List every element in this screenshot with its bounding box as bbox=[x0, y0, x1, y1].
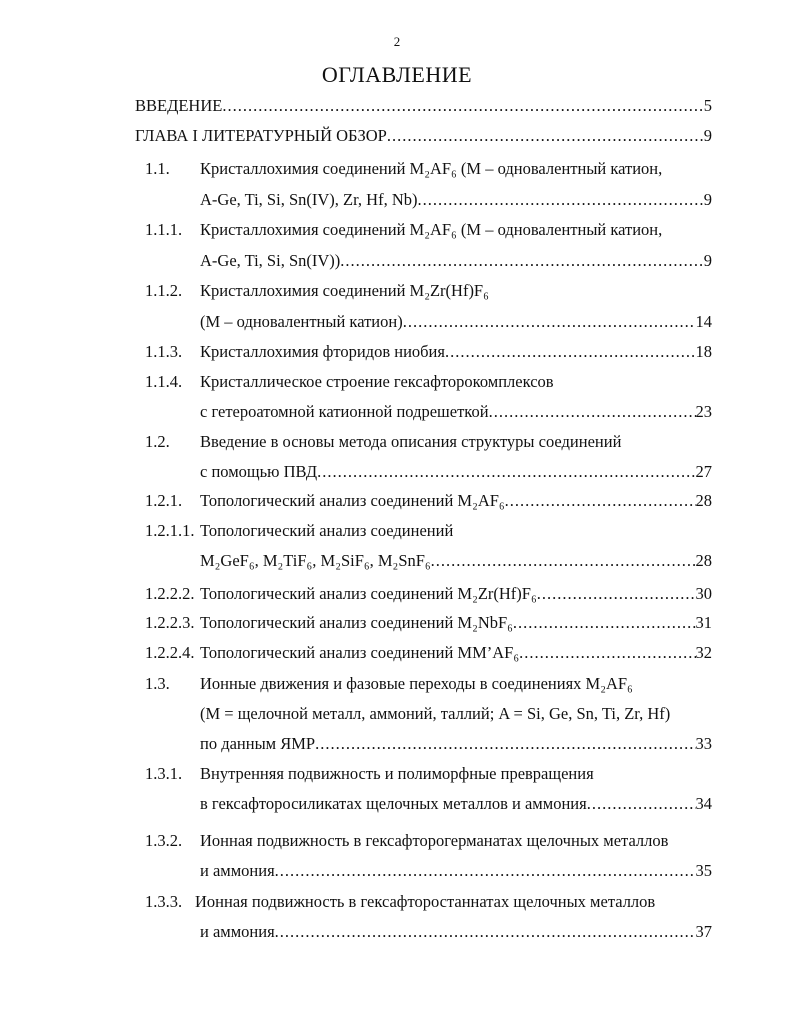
toc-entry-number: 1.2.2.4. bbox=[145, 643, 195, 662]
toc-entry bbox=[145, 764, 594, 786]
toc-entry-number: 1.2.1.1. bbox=[145, 521, 195, 540]
toc-entry bbox=[145, 220, 662, 242]
dot-leader bbox=[537, 584, 696, 604]
dot-leader bbox=[513, 613, 696, 633]
toc-entry-page: 28 bbox=[695, 551, 712, 570]
toc-entry-number: 1.2.1. bbox=[145, 491, 183, 510]
toc-entry bbox=[145, 892, 655, 914]
toc-entry bbox=[200, 462, 712, 484]
toc-entry bbox=[200, 704, 670, 726]
toc-entry-text: A-Ge, Ti, Si, Sn(IV)) bbox=[200, 251, 341, 270]
toc-entry-page: 28 bbox=[695, 491, 712, 510]
toc-entry-page: 18 bbox=[695, 342, 712, 361]
toc-entry bbox=[200, 312, 712, 334]
toc-entry-text: с помощью ПВД bbox=[200, 462, 318, 481]
toc-entry bbox=[200, 402, 712, 424]
toc-entry-text: (M – одновалентный катион) bbox=[200, 312, 403, 331]
toc-entry-text: и аммония bbox=[200, 922, 275, 941]
toc-entry-number: 1.2. bbox=[145, 432, 170, 451]
toc-entry bbox=[200, 190, 712, 212]
toc-entry-number: 1.1.1. bbox=[145, 220, 183, 239]
toc-entry bbox=[200, 794, 712, 816]
toc-entry-text: Кристаллохимия соединений M₂Zr(Hf)F₆ bbox=[200, 281, 489, 300]
toc-entry-text: Кристаллохимия соединений M₂AF₆ (M – одновалентный катион, bbox=[200, 220, 663, 239]
toc-entry-number: 1.1. bbox=[145, 159, 170, 178]
toc-entry bbox=[145, 491, 712, 513]
toc-entry bbox=[200, 551, 712, 573]
dot-leader bbox=[489, 402, 696, 422]
toc-entry bbox=[145, 831, 668, 853]
toc-entry-text: ВВЕДЕНИЕ bbox=[135, 96, 223, 115]
dot-leader bbox=[222, 96, 703, 116]
toc-entry-text: ГЛАВА I ЛИТЕРАТУРНЫЙ ОБЗОР bbox=[135, 126, 387, 145]
toc-entry-page: 37 bbox=[695, 922, 712, 941]
dot-leader bbox=[418, 190, 704, 210]
toc-entry-number: 1.2.2.2. bbox=[145, 584, 195, 603]
toc-entry-page: 34 bbox=[695, 794, 712, 813]
dot-leader bbox=[317, 462, 695, 482]
toc-entry-page: 9 bbox=[703, 126, 712, 145]
toc-entry-text: Кристаллическое строение гексафторокомплексов bbox=[200, 372, 554, 391]
toc-entry-text: Ионные движения и фазовые переходы в соединениях M₂AF₆ bbox=[200, 674, 633, 693]
toc-entry-number: 1.2.2.3. bbox=[145, 613, 195, 632]
toc-entry bbox=[145, 281, 489, 303]
toc-entry bbox=[135, 96, 712, 118]
page-title: ОГЛАВЛЕНИЕ bbox=[321, 62, 473, 87]
toc-entry-page: 9 bbox=[703, 251, 712, 270]
toc-entry-page: 14 bbox=[695, 312, 712, 331]
dot-leader bbox=[275, 922, 696, 942]
toc-entry-page: 9 bbox=[703, 190, 712, 209]
toc-entry bbox=[135, 126, 712, 148]
dot-leader bbox=[519, 643, 695, 663]
toc-entry-page: 5 bbox=[703, 96, 712, 115]
toc-entry bbox=[145, 613, 712, 635]
toc-entry-page: 35 bbox=[695, 861, 712, 880]
dot-leader bbox=[340, 251, 703, 271]
toc-entry bbox=[145, 372, 554, 394]
toc-entry-number: 1.1.3. bbox=[145, 342, 183, 361]
dot-leader bbox=[387, 126, 704, 146]
toc-entry-page: 32 bbox=[695, 643, 712, 662]
toc-entry-text: Топологический анализ соединений MM’AF₆ bbox=[200, 643, 520, 662]
toc-entry-text: Введение в основы метода описания структуры соединений bbox=[200, 432, 622, 451]
page-number: 2 bbox=[393, 34, 401, 49]
toc-entry bbox=[200, 734, 712, 756]
toc-entry-text: A-Ge, Ti, Si, Sn(IV), Zr, Hf, Nb) bbox=[200, 190, 418, 209]
toc-entry-number: 1.3. bbox=[145, 674, 170, 693]
toc-entry bbox=[145, 521, 453, 543]
toc-entry-text: Топологический анализ соединений M₂Zr(Hf)F₆ bbox=[200, 584, 537, 603]
toc-entry-text: в гексафторосиликатах щелочных металлов и аммония bbox=[200, 794, 587, 813]
toc-entry bbox=[200, 861, 712, 883]
toc-entry bbox=[145, 643, 712, 665]
toc-entry bbox=[145, 342, 712, 364]
dot-leader bbox=[315, 734, 695, 754]
toc-entry-text: Топологический анализ соединений M₂NbF₆ bbox=[200, 613, 513, 632]
toc-entry bbox=[200, 251, 712, 273]
toc-entry-text: Ионная подвижность в гексафторогерманатах щелочных металлов bbox=[200, 831, 669, 850]
toc-entry-text: с гетероатомной катионной подрешеткой bbox=[200, 402, 489, 421]
dot-leader bbox=[431, 551, 696, 571]
toc-entry-page: 27 bbox=[695, 462, 712, 481]
toc-entry-text: Ионная подвижность в гексафторостаннатах щелочных металлов bbox=[195, 892, 656, 911]
toc-entry-number: 1.3.2. bbox=[145, 831, 183, 850]
toc-entry-number: 1.1.4. bbox=[145, 372, 183, 391]
toc-entry-number: 1.3.3. bbox=[145, 892, 183, 911]
toc-entry-number: 1.3.1. bbox=[145, 764, 183, 783]
toc-entry-text: Топологический анализ соединений bbox=[200, 521, 454, 540]
dot-leader bbox=[445, 342, 696, 362]
dot-leader bbox=[505, 491, 696, 511]
toc-entry-page: 30 bbox=[695, 584, 712, 603]
toc-entry bbox=[200, 922, 712, 944]
toc-entry bbox=[145, 584, 712, 606]
toc-entry-text: и аммония bbox=[200, 861, 275, 880]
toc-entry-text: (M = щелочной металл, аммоний, таллий; A = Si, Ge, Sn, Ti, Zr, Hf) bbox=[200, 704, 671, 723]
dot-leader bbox=[403, 312, 696, 332]
dot-leader bbox=[275, 861, 696, 881]
toc-entry-text: Топологический анализ соединений M₂AF₆ bbox=[200, 491, 505, 510]
toc-entry-text: Внутренняя подвижность и полиморфные превращения bbox=[200, 764, 594, 783]
toc-entry-text: Кристаллохимия соединений M₂AF₆ (M – одновалентный катион, bbox=[200, 159, 663, 178]
toc-entry bbox=[145, 674, 633, 696]
toc-entry-text: Кристаллохимия фторидов ниобия bbox=[200, 342, 445, 361]
dot-leader bbox=[587, 794, 696, 814]
toc-entry-page: 33 bbox=[695, 734, 712, 753]
toc-entry bbox=[145, 159, 662, 181]
toc-entry-page: 31 bbox=[695, 613, 712, 632]
toc-entry-text: по данным ЯМР bbox=[200, 734, 316, 753]
toc-entry-text: M₂GeF₆, M₂TiF₆, M₂SiF₆, M₂SnF₆ bbox=[200, 551, 431, 570]
toc-entry bbox=[145, 432, 621, 454]
toc-entry-number: 1.1.2. bbox=[145, 281, 183, 300]
toc-entry-page: 23 bbox=[695, 402, 712, 421]
